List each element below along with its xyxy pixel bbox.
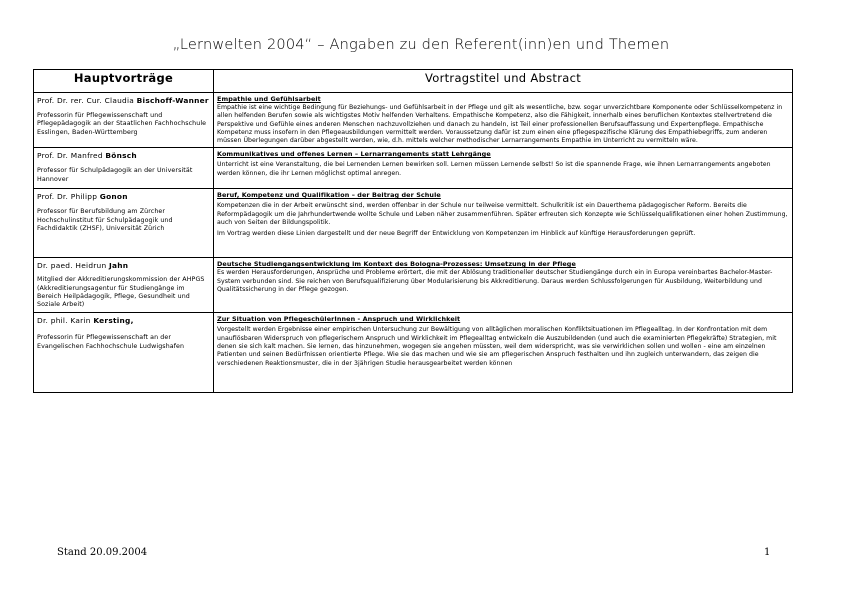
- speaker-cell: [34, 258, 214, 313]
- speaker-name: [37, 261, 210, 270]
- talk-abstract: Empathie ist eine wichtige Bedingung für Beziehungs- und Gefühlsarbeit in der Pflege und gilt als wesentliche, bzw. sogar unverzichtbare Komponente oder Schlüsselkompetenz in allen helfenden Berufen sowie als wichtigstes Motiv helfenden Verhaltens. Empathische Kompetenz, also die Fähigkeit, innerhalb eines beruflichen Kontextes stellvertretend die Perspektive und Gefühle eines anderen Menschen nachzuvollziehen und danach zu handeln, ist Teil einer professionellen Berufsauffassung und Expertenpflege. Empathische Kompetenz muss insofern in den Pflegeausbildungen vermittelt werden. Voraussetzung dafür ist zum einen eine pflegespezifische Klärung des Empathiebegriffs, zum anderen müssen Überlegungen darüber abgestellt werden, wie, d.h. mittels welcher methodischer Lernarrangements Empathie im Unterricht zu vermitteln wäre.: [217, 104, 783, 145]
- abstract-cell: [214, 189, 793, 258]
- talk-abstract: Unterricht ist eine Veranstaltung, die bei Lernenden Lernen bewirken soll. Lernen müssen Lernende selbst! So ist die spannende Frage, wie ihnen Lernarrangements angeboten werden können, die ihr Lernen möglichst optimal anregen.: [217, 161, 771, 177]
- talk-abstract: Kompetenzen die in der Arbeit erwünscht sind, werden offenbar in der Schule nur teilweise vermittelt. Schulkritik ist ein Dauerthema pädagogischer Reform. Bereits die Reformpädagogik um die Jahrhundertwende wollte Schule und Leben näher zusammenführen. Später erfreuten sich Konzepte wie Schlüsselqualifikationen einer hohen Zustimmung, auch von Seiten der Bildungspolitik.: [217, 202, 788, 227]
- speaker-name-prefix: Prof. Dr. Manfred: [37, 151, 106, 161]
- table-row: [34, 189, 793, 258]
- talk-title: Beruf, Kompetenz und Qualifikation – der Beitrag der Schule: [217, 191, 441, 200]
- speaker-surname: Bischoff-Wanner: [136, 96, 209, 105]
- abstract-cell: [214, 313, 793, 393]
- speaker-affiliation: Professor für Schulpädagogik an der Universität Hannover: [37, 167, 193, 183]
- speaker-name-prefix: Dr. phil. Karin: [37, 316, 94, 326]
- speaker-affiliation: Professorin für Pflegewissenschaft an der Evangelischen Fachhochschule Ludwigshafen: [37, 334, 185, 350]
- speaker-cell: [34, 93, 214, 148]
- speaker-affiliation: Professorin für Pflegewissenschaft und Pflegepädagogik an der Staatlichen Fachhochschule Esslingen, Baden-Württemberg: [37, 112, 207, 136]
- speakers-table: [33, 69, 793, 393]
- speaker-cell: [34, 189, 214, 258]
- speaker-affiliation: Professor für Berufsbildung am Zürcher Hochschulinstitut für Schulpädagogik und Fachdidaktik (ZHSF), Universität Zürich: [37, 208, 173, 233]
- speaker-name: [37, 192, 210, 201]
- column-header-keynotes: Hauptvorträge: [34, 70, 214, 93]
- table-row: [34, 148, 793, 189]
- speaker-affiliation: Mitglied der Akkreditierungskommission der AHPGS (Akkreditierungsagentur für Studiengänge im Bereich Heilpädagogik, Pflege, Gesundheit und Soziale Arbeit): [37, 276, 205, 309]
- speaker-name: [37, 96, 210, 105]
- table-row: [34, 313, 793, 393]
- speaker-surname: Bönsch: [105, 151, 137, 161]
- speaker-name: [37, 316, 210, 325]
- document-title: „Lernwelten 2004“ – Angaben zu den Referent(inn)en und Themen: [172, 37, 670, 53]
- table-header-row: [34, 70, 793, 93]
- speaker-name: [37, 151, 210, 160]
- table-row: [34, 93, 793, 148]
- speaker-cell: [34, 148, 214, 189]
- speaker-name-prefix: Dr. paed. Heidrun: [37, 261, 110, 271]
- speaker-surname: Gonon: [99, 192, 128, 202]
- speaker-cell: [34, 313, 214, 393]
- speaker-name-prefix: Prof. Dr. rer. Cur. Claudia: [37, 96, 137, 105]
- talk-abstract: Im Vortrag werden diese Linien dargestellt und der neue Begriff der Entwicklung von Kompetenzen im Hinblick auf künftige Herausforderungen geprüft.: [217, 230, 696, 238]
- talk-title: Empathie und Gefühlsarbeit: [217, 95, 321, 103]
- page-number: 1: [764, 547, 771, 558]
- abstract-cell: [214, 148, 793, 189]
- table-row: [34, 258, 793, 313]
- talk-title: Kommunikatives und offenes Lernen – Lernarrangements statt Lehrgänge: [217, 150, 491, 159]
- talk-title: Deutsche Studiengangsentwicklung im Kontext des Bologna-Prozesses: Umsetzung in der Pflege: [217, 260, 576, 269]
- footer-date: Stand 20.09.2004: [57, 547, 148, 558]
- talk-abstract: Vorgestellt werden Ergebnisse einer empirischen Untersuchung zur Bewältigung von alltäglichen moralischen Konfliktsituationen im Pflegealltag. In der Konfrontation mit dem unauflösbaren Widerspruch von pflegerischem Anspruch und Wirklichkeit im Pflegealltag entwickeln die Auszubildenden (und auch die examinierten Pflegekräfte) Strategien, mit denen sie sich kalt machen. Sie lernen, das hinzunehmen, wogegen sie angehen müssten, weil dem widerspricht, was sie verwirklichen sollen und wollen - eine am einzelnen Patienten und seinen Bedürfnissen orientierte Pflege. Wie sie das machen und wie sie am pflegerischen Anspruch festhalten und ihn zugleich unterwandern, das zeigen die verschiedenen Reaktionsmuster, die in der 3jährigen Studie herausgearbeitet werden können: [217, 326, 777, 367]
- speaker-name-prefix: Prof. Dr. Philipp: [37, 192, 100, 202]
- column-header-abstract: Vortragstitel und Abstract: [214, 70, 793, 93]
- talk-abstract: Es werden Herausforderungen, Ansprüche und Probleme erörtert, die mit der Ablösung traditioneller deutscher Studiengänge durch ein in Europa vereinbartes Bachelor-Master-System verbunden sind. Sie reichen von Berufsqualifizierung über Modularisierung bis Akkreditierung. Daraus werden Schlussfolgerungen für Ausbildung, Weiterbildung und Qualitätssicherung in der Pflege gezogen.: [217, 269, 773, 294]
- abstract-cell: [214, 258, 793, 313]
- speaker-surname: Jahn: [109, 261, 129, 271]
- abstract-cell: [214, 93, 793, 148]
- talk-title: Zur Situation von PflegeschülerInnen - Anspruch und Wirklichkeit: [217, 315, 461, 324]
- speaker-surname: Kersting,: [93, 316, 134, 326]
